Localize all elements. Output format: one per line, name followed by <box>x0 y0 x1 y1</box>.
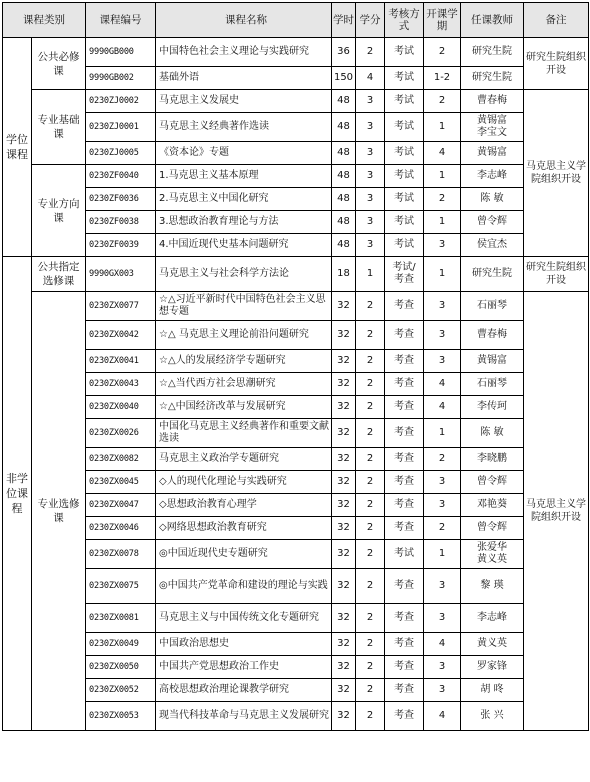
course-name: 中国化马克思主义经典著作和重要文献选读 <box>156 419 332 448</box>
course-hours: 48 <box>332 211 356 234</box>
course-credits: 2 <box>356 540 385 569</box>
curriculum-table-container <box>2 2 589 731</box>
header-hours: 学时 <box>332 3 356 38</box>
table-row <box>3 321 589 350</box>
course-hours: 48 <box>332 234 356 257</box>
course-semester: 2 <box>424 188 461 211</box>
course-code: 0230ZX0082 <box>86 448 156 471</box>
course-teacher: 黄义英 <box>461 633 524 656</box>
table-row <box>3 142 589 165</box>
course-teacher: 张爱华 黄义英 <box>461 540 524 569</box>
header-name: 课程名称 <box>156 3 332 38</box>
course-hours: 32 <box>332 396 356 419</box>
course-name: 3.思想政治教育理论与方法 <box>156 211 332 234</box>
course-code: 0230ZX0043 <box>86 373 156 396</box>
course-name: ◎中国共产党革命和建设的理论与实践 <box>156 569 332 604</box>
course-credits: 2 <box>356 396 385 419</box>
course-teacher: 李志峰 <box>461 165 524 188</box>
course-teacher: 胡 咚 <box>461 679 524 702</box>
table-row <box>3 90 589 113</box>
course-name: ☆△中国经济改革与发展研究 <box>156 396 332 419</box>
course-teacher: 黄锡富 <box>461 350 524 373</box>
course-exam: 考查 <box>385 702 424 731</box>
header-teacher: 任课教师 <box>461 3 524 38</box>
course-credits: 3 <box>356 234 385 257</box>
course-name: ☆△当代西方社会思潮研究 <box>156 373 332 396</box>
table-row <box>3 165 589 188</box>
course-code: 0230ZX0026 <box>86 419 156 448</box>
course-credits: 2 <box>356 419 385 448</box>
course-credits: 3 <box>356 142 385 165</box>
course-credits: 1 <box>356 257 385 292</box>
course-name: 1.马克思主义基本原理 <box>156 165 332 188</box>
table-row <box>3 188 589 211</box>
course-code: 0230ZJ0002 <box>86 90 156 113</box>
table-row <box>3 373 589 396</box>
group-nondegree: 非学位课程 <box>3 257 32 731</box>
course-credits: 2 <box>356 448 385 471</box>
course-exam: 考查 <box>385 656 424 679</box>
course-code: 0230ZX0046 <box>86 517 156 540</box>
note-grad-school: 研究生院组织开设 <box>524 257 589 292</box>
course-hours: 32 <box>332 569 356 604</box>
course-exam: 考查 <box>385 292 424 321</box>
course-name: ◎中国近现代史专题研究 <box>156 540 332 569</box>
course-exam: 考试 <box>385 113 424 142</box>
course-hours: 32 <box>332 517 356 540</box>
course-teacher: 曾令辉 <box>461 471 524 494</box>
header-code: 课程编号 <box>86 3 156 38</box>
course-name: ☆△ 马克思主义理论前沿问题研究 <box>156 321 332 350</box>
course-semester: 3 <box>424 494 461 517</box>
course-code: 0230ZX0078 <box>86 540 156 569</box>
course-semester: 3 <box>424 656 461 679</box>
note-marx-school: 马克思主义学院组织开设 <box>524 90 589 257</box>
course-credits: 2 <box>356 569 385 604</box>
course-teacher: 李晓鹏 <box>461 448 524 471</box>
course-teacher: 罗家锋 <box>461 656 524 679</box>
course-teacher: 石丽琴 <box>461 292 524 321</box>
course-name: ◇人的现代化理论与实践研究 <box>156 471 332 494</box>
course-exam: 考查 <box>385 321 424 350</box>
course-code: 0230ZX0075 <box>86 569 156 604</box>
course-credits: 3 <box>356 113 385 142</box>
course-hours: 32 <box>332 679 356 702</box>
course-teacher: 研究生院 <box>461 257 524 292</box>
course-code: 0230ZX0041 <box>86 350 156 373</box>
header-semester: 开课学期 <box>424 3 461 38</box>
course-teacher: 陈 敏 <box>461 419 524 448</box>
course-exam: 考试 <box>385 165 424 188</box>
course-semester: 1 <box>424 257 461 292</box>
note-grad-school: 研究生院组织开设 <box>524 38 589 90</box>
course-hours: 32 <box>332 350 356 373</box>
course-exam: 考试 <box>385 38 424 67</box>
course-exam: 考试 <box>385 234 424 257</box>
course-credits: 2 <box>356 321 385 350</box>
course-semester: 4 <box>424 633 461 656</box>
course-hours: 32 <box>332 321 356 350</box>
course-hours: 48 <box>332 165 356 188</box>
course-name: 马克思主义发展史 <box>156 90 332 113</box>
course-code: 0230ZF0038 <box>86 211 156 234</box>
course-exam: 考试 <box>385 188 424 211</box>
course-credits: 2 <box>356 494 385 517</box>
course-semester: 1-2 <box>424 67 461 90</box>
group-public-required: 公共必修课 <box>32 38 86 90</box>
course-code: 0230ZF0039 <box>86 234 156 257</box>
table-row <box>3 656 589 679</box>
course-credits: 2 <box>356 373 385 396</box>
group-major-direction: 专业方向课 <box>32 165 86 257</box>
course-teacher: 陈 敏 <box>461 188 524 211</box>
table-row <box>3 604 589 633</box>
course-hours: 32 <box>332 656 356 679</box>
course-credits: 2 <box>356 633 385 656</box>
table-row <box>3 702 589 731</box>
course-semester: 2 <box>424 448 461 471</box>
course-name: 高校思想政治理论课教学研究 <box>156 679 332 702</box>
course-exam: 考查 <box>385 604 424 633</box>
course-teacher: 张 兴 <box>461 702 524 731</box>
course-code: 0230ZF0040 <box>86 165 156 188</box>
course-hours: 32 <box>332 292 356 321</box>
course-hours: 48 <box>332 90 356 113</box>
course-hours: 32 <box>332 419 356 448</box>
course-semester: 3 <box>424 321 461 350</box>
course-name: ☆△习近平新时代中国特色社会主义思想专题 <box>156 292 332 321</box>
course-semester: 1 <box>424 540 461 569</box>
table-row <box>3 679 589 702</box>
course-semester: 3 <box>424 292 461 321</box>
course-credits: 3 <box>356 188 385 211</box>
table-row <box>3 257 589 292</box>
course-exam: 考试 <box>385 90 424 113</box>
course-hours: 32 <box>332 633 356 656</box>
course-credits: 2 <box>356 702 385 731</box>
course-code: 0230ZF0036 <box>86 188 156 211</box>
course-code: 0230ZX0047 <box>86 494 156 517</box>
course-teacher: 侯宜杰 <box>461 234 524 257</box>
course-semester: 4 <box>424 396 461 419</box>
course-semester: 4 <box>424 702 461 731</box>
course-semester: 3 <box>424 350 461 373</box>
group-degree: 学位课程 <box>3 38 32 257</box>
course-hours: 32 <box>332 448 356 471</box>
course-teacher: 黎 瑛 <box>461 569 524 604</box>
table-row <box>3 540 589 569</box>
course-name: 马克思主义与中国传统文化专题研究 <box>156 604 332 633</box>
course-code: 9990GB002 <box>86 67 156 90</box>
course-credits: 2 <box>356 292 385 321</box>
course-name: ◇思想政治教育心理学 <box>156 494 332 517</box>
course-exam: 考查 <box>385 569 424 604</box>
course-credits: 2 <box>356 38 385 67</box>
course-teacher: 曹春梅 <box>461 321 524 350</box>
course-teacher: 曹春梅 <box>461 90 524 113</box>
course-teacher: 研究生院 <box>461 38 524 67</box>
course-hours: 32 <box>332 702 356 731</box>
course-exam: 考试 <box>385 67 424 90</box>
course-credits: 2 <box>356 350 385 373</box>
course-code: 0230ZX0042 <box>86 321 156 350</box>
group-major-elective: 专业选修课 <box>32 292 86 731</box>
course-hours: 48 <box>332 188 356 211</box>
course-semester: 1 <box>424 113 461 142</box>
course-credits: 2 <box>356 656 385 679</box>
table-row <box>3 67 589 90</box>
course-name: 中国特色社会主义理论与实践研究 <box>156 38 332 67</box>
course-code: 0230ZJ0001 <box>86 113 156 142</box>
course-credits: 2 <box>356 517 385 540</box>
course-semester: 3 <box>424 679 461 702</box>
course-semester: 4 <box>424 142 461 165</box>
course-exam: 考试 <box>385 142 424 165</box>
course-code: 9990GX003 <box>86 257 156 292</box>
course-credits: 3 <box>356 211 385 234</box>
course-code: 0230ZX0049 <box>86 633 156 656</box>
course-semester: 1 <box>424 211 461 234</box>
course-semester: 4 <box>424 373 461 396</box>
course-hours: 32 <box>332 494 356 517</box>
course-exam: 考查 <box>385 373 424 396</box>
course-name: 马克思主义政治学专题研究 <box>156 448 332 471</box>
course-teacher: 李传珂 <box>461 396 524 419</box>
course-exam: 考查 <box>385 448 424 471</box>
course-hours: 48 <box>332 142 356 165</box>
table-row <box>3 517 589 540</box>
table-row <box>3 448 589 471</box>
course-name: 马克思主义与社会科学方法论 <box>156 257 332 292</box>
course-code: 9990GB000 <box>86 38 156 67</box>
course-hours: 36 <box>332 38 356 67</box>
course-credits: 2 <box>356 471 385 494</box>
course-exam: 考查 <box>385 494 424 517</box>
course-credits: 2 <box>356 679 385 702</box>
table-row <box>3 292 589 321</box>
course-name: 基础外语 <box>156 67 332 90</box>
table-row <box>3 494 589 517</box>
course-semester: 1 <box>424 165 461 188</box>
course-semester: 2 <box>424 90 461 113</box>
course-teacher: 曾令辉 <box>461 211 524 234</box>
course-name: 《资本论》专题 <box>156 142 332 165</box>
note-marx-school: 马克思主义学院组织开设 <box>524 292 589 731</box>
course-name: 马克思主义经典著作选读 <box>156 113 332 142</box>
table-row <box>3 350 589 373</box>
table-row <box>3 113 589 142</box>
course-code: 0230ZX0050 <box>86 656 156 679</box>
course-semester: 2 <box>424 38 461 67</box>
course-exam: 考查 <box>385 679 424 702</box>
course-teacher: 黄锡富 <box>461 142 524 165</box>
course-exam: 考查 <box>385 517 424 540</box>
table-header <box>3 3 589 38</box>
course-exam: 考查 <box>385 633 424 656</box>
course-code: 0230ZX0040 <box>86 396 156 419</box>
header-exam: 考核方式 <box>385 3 424 38</box>
course-credits: 3 <box>356 90 385 113</box>
course-exam: 考试/ 考查 <box>385 257 424 292</box>
course-semester: 1 <box>424 419 461 448</box>
header-note: 备注 <box>524 3 589 38</box>
course-semester: 3 <box>424 471 461 494</box>
course-credits: 2 <box>356 604 385 633</box>
header-category: 课程类别 <box>3 3 86 38</box>
course-hours: 150 <box>332 67 356 90</box>
table-row <box>3 633 589 656</box>
course-code: 0230ZX0052 <box>86 679 156 702</box>
course-semester: 3 <box>424 569 461 604</box>
course-exam: 考试 <box>385 211 424 234</box>
course-code: 0230ZX0045 <box>86 471 156 494</box>
course-hours: 32 <box>332 471 356 494</box>
course-teacher: 石丽琴 <box>461 373 524 396</box>
course-hours: 48 <box>332 113 356 142</box>
course-code: 0230ZJ0005 <box>86 142 156 165</box>
course-teacher: 李志峰 <box>461 604 524 633</box>
table-row <box>3 211 589 234</box>
course-exam: 考查 <box>385 396 424 419</box>
course-name: 中国政治思想史 <box>156 633 332 656</box>
table-row <box>3 38 589 67</box>
course-name: 现当代科技革命与马克思主义发展研究 <box>156 702 332 731</box>
course-credits: 4 <box>356 67 385 90</box>
course-name: ◇网络思想政治教育研究 <box>156 517 332 540</box>
course-semester: 2 <box>424 517 461 540</box>
course-code: 0230ZX0077 <box>86 292 156 321</box>
header-credits: 学分 <box>356 3 385 38</box>
course-exam: 考查 <box>385 350 424 373</box>
course-exam: 考查 <box>385 419 424 448</box>
course-semester: 3 <box>424 234 461 257</box>
course-code: 0230ZX0053 <box>86 702 156 731</box>
table-row <box>3 419 589 448</box>
table-row <box>3 234 589 257</box>
course-name: 中国共产党思想政治工作史 <box>156 656 332 679</box>
course-teacher: 黄锡富 李宝文 <box>461 113 524 142</box>
course-name: ☆△人的发展经济学专题研究 <box>156 350 332 373</box>
course-semester: 3 <box>424 604 461 633</box>
course-teacher: 研究生院 <box>461 67 524 90</box>
course-name: 2.马克思主义中国化研究 <box>156 188 332 211</box>
course-exam: 考查 <box>385 471 424 494</box>
group-major-basic: 专业基础课 <box>32 90 86 165</box>
course-hours: 32 <box>332 373 356 396</box>
course-credits: 3 <box>356 165 385 188</box>
table-row <box>3 396 589 419</box>
course-hours: 18 <box>332 257 356 292</box>
course-name: 4.中国近现代史基本问题研究 <box>156 234 332 257</box>
table-row <box>3 569 589 604</box>
course-exam: 考试 <box>385 540 424 569</box>
group-public-elective: 公共指定选修课 <box>32 257 86 292</box>
course-code: 0230ZX0081 <box>86 604 156 633</box>
curriculum-table <box>2 2 589 731</box>
table-body <box>3 38 589 731</box>
course-hours: 32 <box>332 604 356 633</box>
course-hours: 32 <box>332 540 356 569</box>
course-teacher: 曾令辉 <box>461 517 524 540</box>
course-teacher: 邓艳葵 <box>461 494 524 517</box>
table-row <box>3 471 589 494</box>
